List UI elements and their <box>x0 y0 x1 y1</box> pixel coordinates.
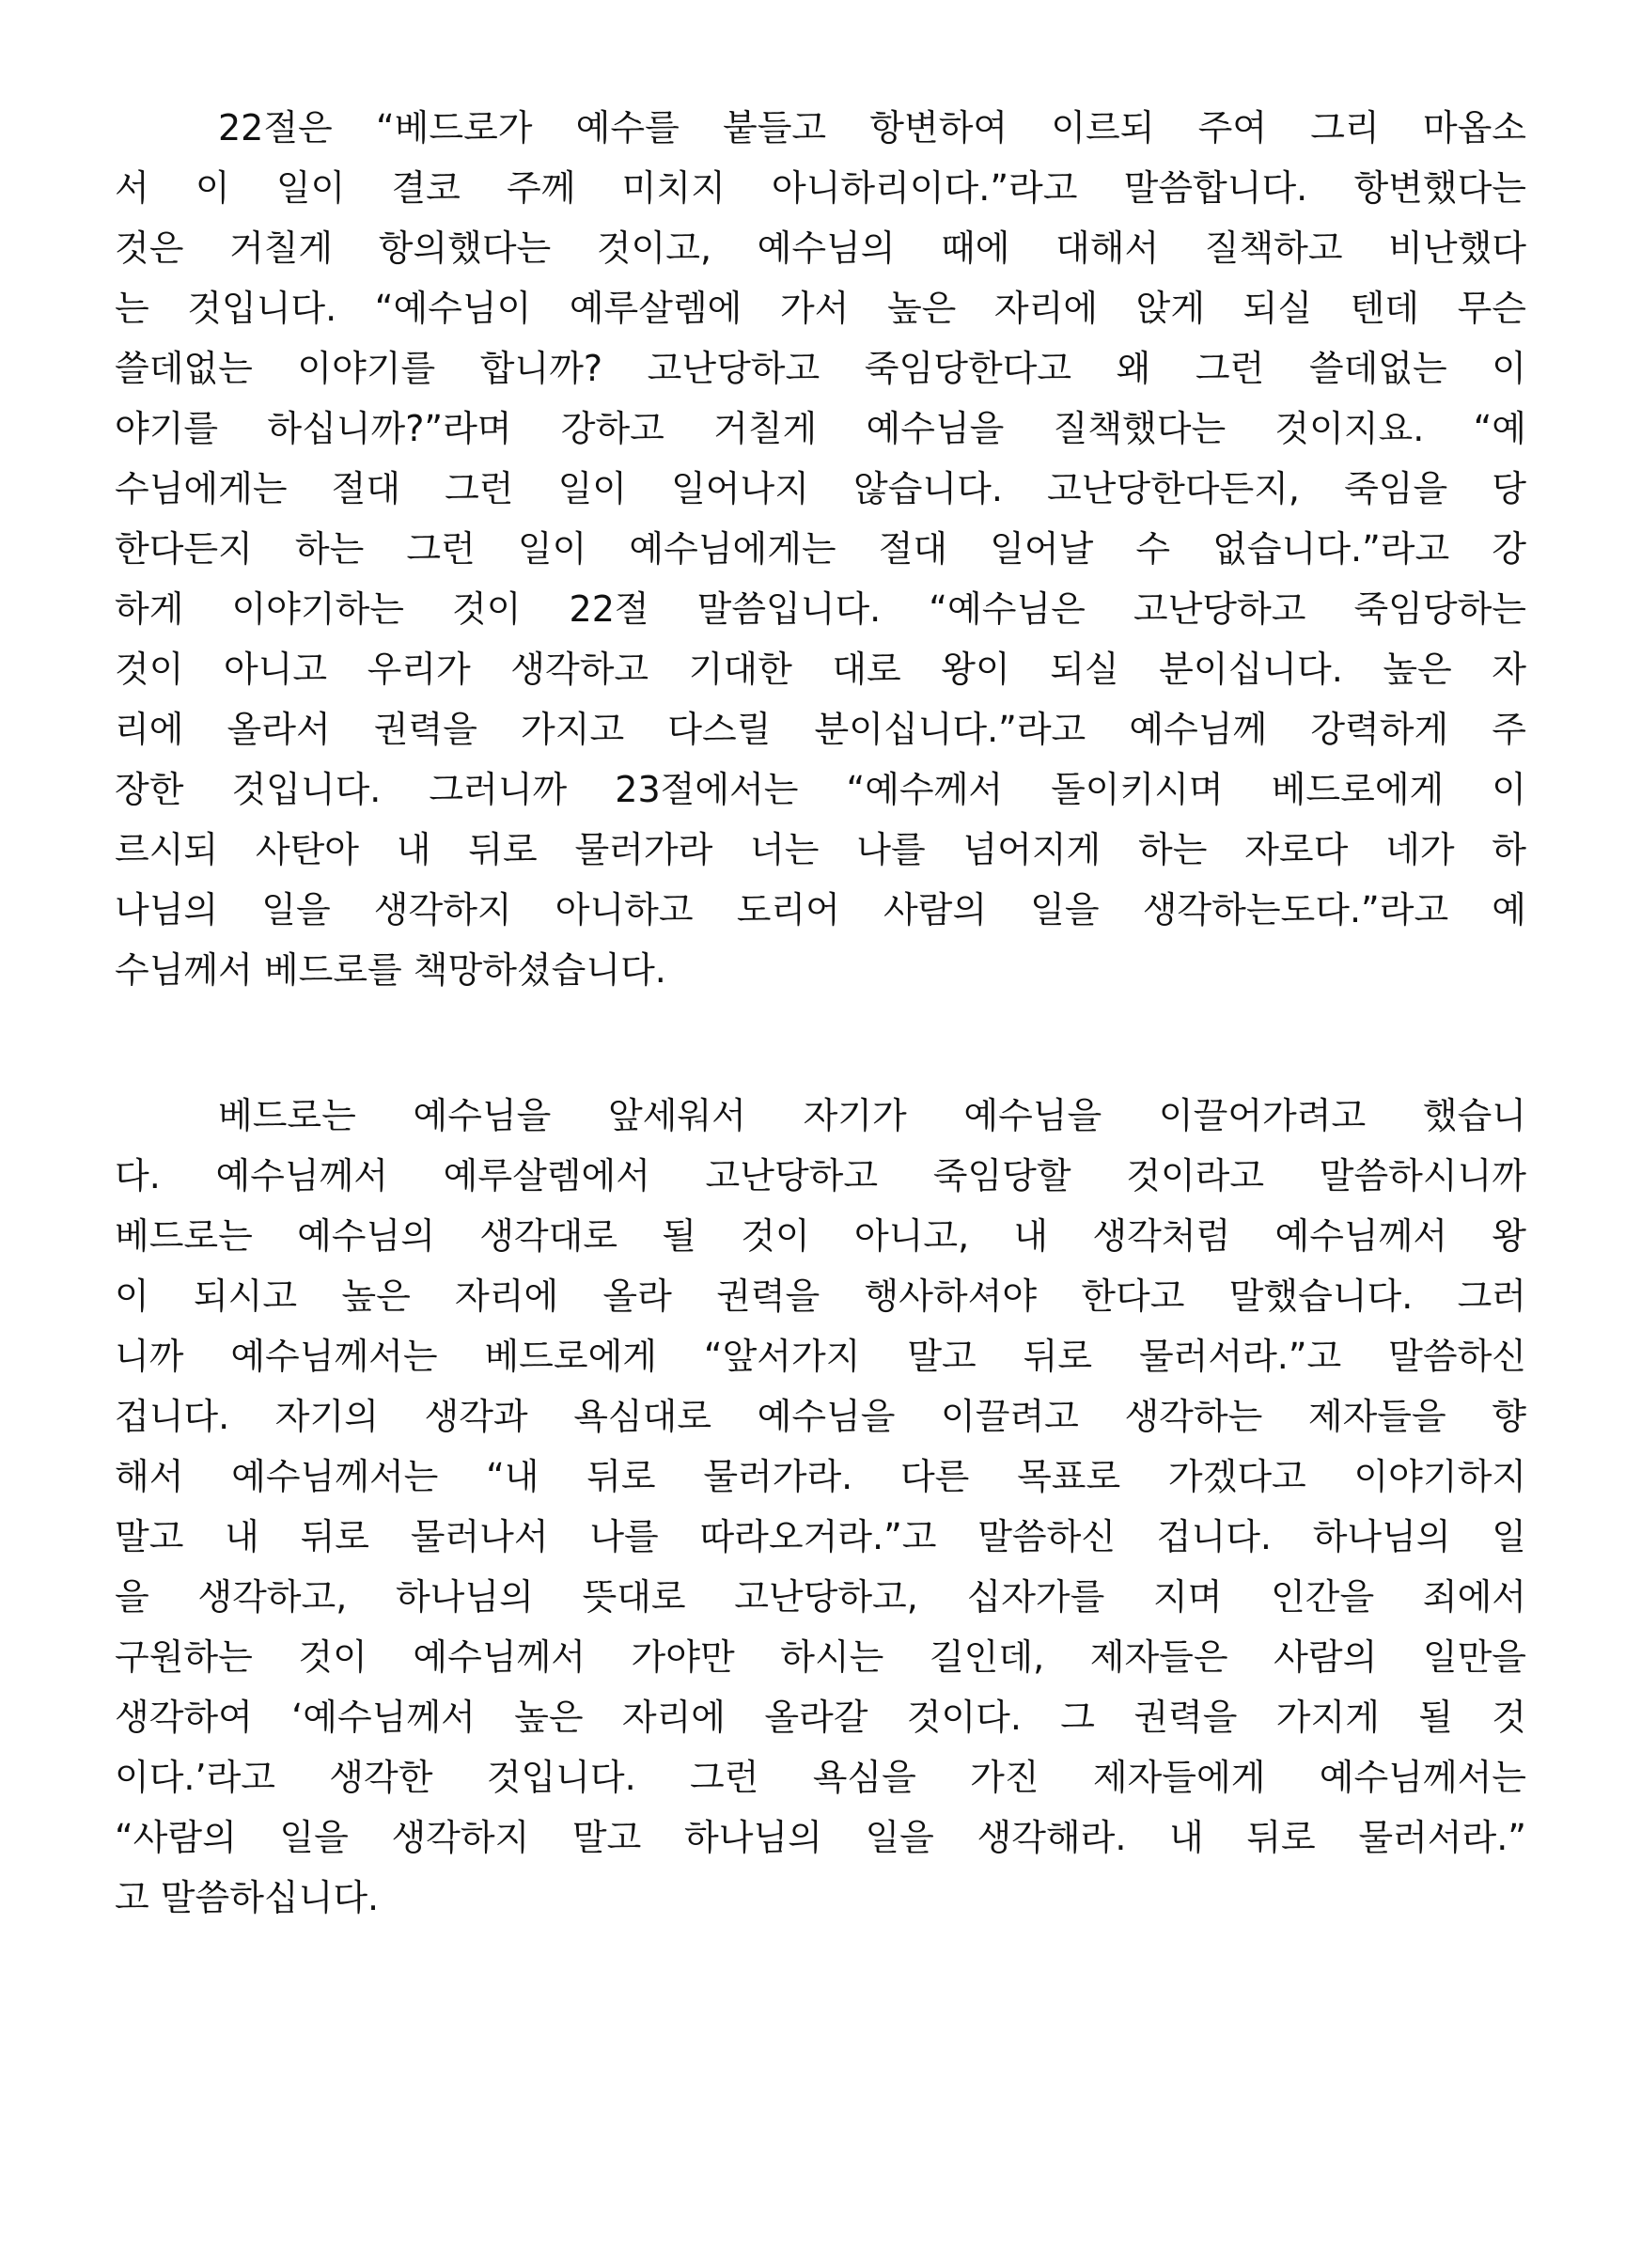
text-line: 한다든지 하는 그런 일이 예수님에게는 절대 일어날 수 없습니다.”라고 강 <box>115 528 1526 570</box>
text-line: 이다.’라고 생각한 것입니다. 그런 욕심을 가진 제자들에게 예수님께서는 <box>115 1757 1526 1798</box>
text-line: 는 것입니다. “예수님이 예루살렘에 가서 높은 자리에 앉게 되실 텐데 무슨 <box>115 288 1526 329</box>
text-line: 것은 거칠게 항의했다는 것이고, 예수님의 때에 대해서 질책하고 비난했다 <box>115 227 1526 269</box>
paragraph-1 <box>115 98 1526 1000</box>
text-line: 고 말씀하십니다. <box>115 1877 380 1918</box>
text-line: 것이 아니고 우리가 생각하고 기대한 대로 왕이 되실 분이십니다. 높은 자 <box>115 649 1526 690</box>
text-line: 하게 이야기하는 것이 22절 말씀입니다. “예수님은 고난당하고 죽임당하는 <box>115 588 1526 630</box>
text-line: 니까 예수님께서는 베드로에게 “앞서가지 말고 뒤로 물러서라.”고 말씀하신 <box>115 1336 1526 1377</box>
paragraph-2 <box>115 1086 1526 1928</box>
text-line: 생각하여 ‘예수님께서 높은 자리에 올라갈 것이다. 그 권력을 가지게 될 것 <box>115 1697 1526 1738</box>
text-line: 르시되 사탄아 내 뒤로 물러가라 너는 나를 넘어지게 하는 자로다 네가 하 <box>115 829 1526 870</box>
text-line: 리에 올라서 권력을 가지고 다스릴 분이십니다.”라고 예수님께 강력하게 주 <box>115 709 1526 750</box>
text-line: 말고 내 뒤로 물러나서 나를 따라오거라.”고 말씀하신 겁니다. 하나님의 일 <box>115 1516 1526 1557</box>
text-line: 쓸데없는 이야기를 합니까? 고난당하고 죽임당한다고 왜 그런 쓸데없는 이 <box>115 348 1526 389</box>
text-line: 나님의 일을 생각하지 아니하고 도리어 사람의 일을 생각하는도다.”라고 예 <box>115 889 1526 931</box>
text-line: 구원하는 것이 예수님께서 가야만 하시는 길인데, 제자들은 사람의 일만을 <box>115 1636 1526 1678</box>
text-line: 베드로는 예수님의 생각대로 될 것이 아니고, 내 생각처럼 예수님께서 왕 <box>115 1215 1526 1257</box>
text-line: 야기를 하십니까?”라며 강하고 거칠게 예수님을 질책했다는 것이지요. “예 <box>115 408 1526 449</box>
document-page <box>115 98 1526 1928</box>
text-line: 을 생각하고, 하나님의 뜻대로 고난당하고, 십자가를 지며 인간을 죄에서 <box>115 1576 1526 1618</box>
text-line: 서 이 일이 결코 주께 미치지 아니하리이다.”라고 말씀합니다. 항변했다는 <box>115 167 1526 209</box>
text-line: 겁니다. 자기의 생각과 욕심대로 예수님을 이끌려고 생각하는 제자들을 향 <box>115 1396 1526 1437</box>
text-line: 이 되시고 높은 자리에 올라 권력을 행사하셔야 한다고 말했습니다. 그러 <box>115 1275 1526 1317</box>
text-line: 베드로는 예수님을 앞세워서 자기가 예수님을 이끌어가려고 했습니 <box>218 1095 1526 1136</box>
text-line: 해서 예수님께서는 “내 뒤로 물러가라. 다른 목표로 가겠다고 이야기하지 <box>115 1456 1526 1497</box>
text-line: 수님에게는 절대 그런 일이 일어나지 않습니다. 고난당한다든지, 죽임을 당 <box>115 468 1526 509</box>
text-line: 장한 것입니다. 그러니까 23절에서는 “예수께서 돌이키시며 베드로에게 이 <box>115 769 1526 810</box>
text-line: 다. 예수님께서 예루살렘에서 고난당하고 죽임당할 것이라고 말씀하시니까 <box>115 1155 1526 1197</box>
text-line: 22절은 “베드로가 예수를 붙들고 항변하여 이르되 주여 그리 마옵소 <box>218 107 1526 149</box>
text-line: 수님께서 베드로를 책망하셨습니다. <box>115 949 666 991</box>
text-line: “사람의 일을 생각하지 말고 하나님의 일을 생각해라. 내 뒤로 물러서라.” <box>115 1817 1526 1858</box>
